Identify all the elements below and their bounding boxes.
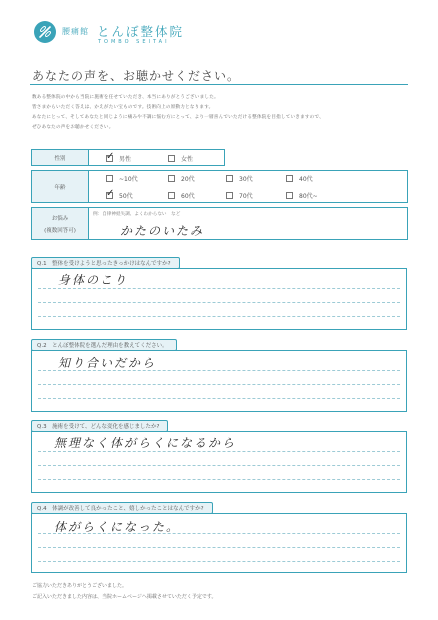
option-label: 40代 [299,176,313,183]
gender-label [31,149,89,166]
gender-label-text: 性別 [54,155,66,162]
footer-notice: ご記入いただきました内容は、当院ホームページへ掲載させていただく予定です。 [32,594,217,600]
intro-line-4: ぜひあなたの声をお聴かせください。 [32,125,114,130]
intro-line-2: 皆さまからいただく答えは、かえがたい宝ものです。技術向上の原動力となります。 [32,105,214,110]
age-option-20s[interactable] [168,174,195,183]
checkbox-icon[interactable] [168,155,175,162]
option-label: 20代 [181,176,195,183]
age-option-50s[interactable] [106,188,133,200]
brand-roman: TOMBO SEITAI [98,39,170,45]
question-4-answer: 体がらくになった。 [54,520,181,534]
question-2-text: Q.2 とんぼ整体院を選んだ理由を教えてください。 [37,343,168,349]
check-mark-icon: ✓ [106,188,115,199]
checkbox-icon[interactable] [106,188,115,199]
checkbox-icon[interactable] [286,175,293,182]
check-mark-icon: ✓ [106,151,115,162]
brand-subtitle: 腰痛館 [62,27,89,36]
pain-label [31,207,89,240]
option-label: 50代 [119,193,133,200]
page-title: あなたの声を、お聴かせください。 [32,69,241,83]
age-option-30s[interactable] [226,174,253,183]
age-option-under-10[interactable] [106,174,138,183]
option-label: 30代 [239,176,253,183]
age-label-text: 年齢 [54,184,66,191]
option-label: 80代~ [299,193,318,200]
checkbox-icon[interactable] [226,175,233,182]
checkbox-icon[interactable] [286,192,293,199]
gender-option-male[interactable] [106,151,132,163]
question-2-answer: 知り合いだから [58,356,157,370]
checkbox-icon[interactable] [106,175,113,182]
question-1-text: Q.1 整体を受けようと思ったきっかけはなんですか? [37,261,171,267]
age-option-70s[interactable] [226,191,253,200]
checkbox-icon[interactable] [106,151,115,162]
question-3-text: Q.3 施術を受けて、どんな変化を感じましたか? [37,424,160,430]
checkbox-icon[interactable] [168,175,175,182]
option-label: 女性 [181,156,194,163]
pain-hint: 例：自律神経失調、よくわからない など [93,212,181,217]
option-label: 男性 [119,156,132,163]
footer-thanks: ご協力いただきありがとうございました。 [32,583,128,589]
intro-line-3: あなたにとって、そしてあなたと同じように痛みや不調に悩む方にとって、より一層喜んでいただける整体院を目指していきますので、 [32,115,324,120]
checkbox-icon[interactable] [168,192,175,199]
age-label [31,170,89,203]
dragonfly-logo-icon [34,21,56,43]
checkbox-icon[interactable] [226,192,233,199]
intro-line-1: 数ある整体院の中から当院に施術を任せていただき、本当にありがとうございました。 [32,95,219,100]
question-1-answer: 身体のこり [58,273,129,287]
age-option-80s-plus[interactable] [286,191,318,200]
option-label: ~10代 [119,176,138,183]
option-label: 70代 [239,193,253,200]
age-option-40s[interactable] [286,174,313,183]
option-label: 60代 [181,193,195,200]
pain-label-text: お悩み [51,215,69,222]
question-3-answer: 無理なく体がらくになるから [54,436,237,450]
pain-answer: かたのいたみ [120,224,205,238]
age-option-60s[interactable] [168,191,195,200]
pain-sublabel: (複数回答可) [44,227,76,234]
question-4-text: Q.4 体調が改善して良かったこと、嬉しかったことはなんですか? [37,506,204,512]
gender-option-female[interactable] [168,154,193,163]
title-rule [30,84,408,85]
brand-name: とんぼ整体院 [97,24,185,39]
